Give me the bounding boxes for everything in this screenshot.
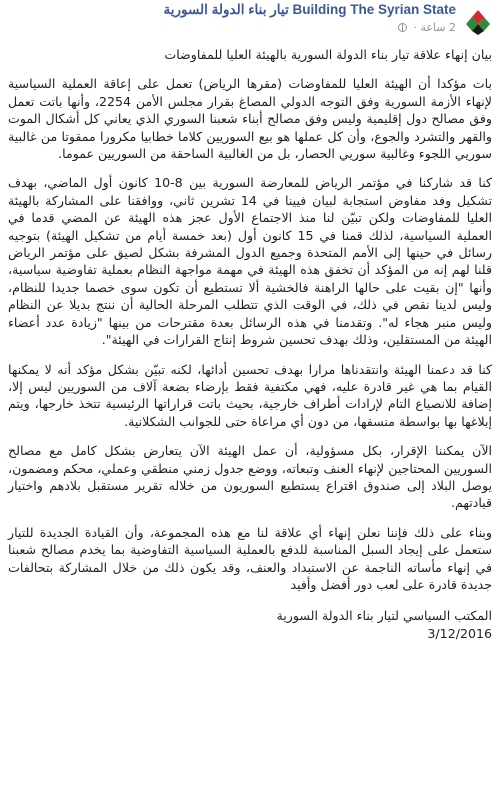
post-paragraph-1: بات مؤكدا أن الهيئة العليا للمفاوضات (مقرها الرياض) تعمل على إعاقة العملية السياسية لإنهاء الأزمة السورية وفق التوجه الدولي المصاغ بقرار مجلس الأمن 2254، وأنها باتت تعمل وفق مصالح دول إقليمية وليس وفق مصالح أبناء شعبنا السوري الذي يعاني كل أشكال الموت والقهر والتشرد والجوع، وأن كل عملها هو بيع السوريين كلاما خطابيا مكرورا ممقوتا من غالبية سوريي اللجوء وغالبية سوريي الحصار، بل من الغالبية الساحقة من السوريين عموما.	[8, 76, 492, 162]
post-signature: المكتب السياسي لتيار بناء الدولة السورية	[276, 608, 492, 624]
post-body	[0, 44, 500, 804]
post-headline: بيان إنهاء علاقة تيار بناء الدولة السورية بالهيئة العليا للمفاوضات	[164, 47, 492, 62]
post-meta	[398, 21, 456, 34]
syrian-state-logo-icon-graphic	[462, 4, 494, 36]
syrian-state-logo-icon[interactable]	[462, 4, 494, 36]
post-header	[0, 0, 500, 40]
globe-icon	[398, 23, 407, 32]
post-paragraph-2: كنا قد شاركنا في مؤتمر الرياض للمعارضة السورية بين 8-10 كانون أول الماضي، بهدف تشكيل وفد مفاوض استجابة لبيان فيينا في 14 تشرين ثاني، ووافقنا على المشاركة بالهيئة العليا للمفاوضات ولكن تبيّن لنا منذ الاجتماع الأول عجز هذه الهيئة عن المضي قدما في العملية السياسية، لذلك قمنا في 15 كانون أول (بعد خمسة أيام من تشكيل الهيئة) بتوجيه رسائل في حينها إلى الأمم المتحدة وجميع الدول المشرفة بشكل لصيق على مؤتمر الرياض قلنا لهم إنه من المؤكد أن تخفق هذه الهيئة في مهمة مواجهة النظام بعملية تفاوضية سياسية، وأنها "إن بقيت على حالها الراهنة فالخشية ألا تستطيع أن تكون سوى خصما جديدا للنظام، وليس لدينا نقص في ذلك، في الوقت الذي تتطلب المرحلة الحالية أن ننتج بديلا عن النظام وليس منبر هجاء له". وتقدمنا في هذه الرسائل بعدة مقترحات من بينها "زيادة عدد أعضاء الهيئة من المستقلين، وذلك بهدف تحسين شروط إنتاج القرارات في الهيئة".	[8, 175, 492, 348]
post-paragraph-5: وبناء على ذلك فإننا نعلن إنهاء أي علاقة لنا مع هذه المجموعة، وأن القيادة الجديدة للتيار ستعمل على إيجاد السبل المناسبة للدفع بالعملية السياسية التفاوضية بما يخدم مصالح شعبنا في إنهاء مأساته الناجمة عن الاستبداد والعنف، وقد يكون ذلك من خلال المشاركة بتحالفات جديدة قادرة على لعب دور أفضل وأفيد	[8, 524, 492, 592]
post-paragraph-3: كنا قد دعمنا الهيئة وانتقدناها مرارا بهدف تحسين أدائها، لكنه تبيّن بشكل مؤكد أنه لا يمكنها القيام بما هي غير قادرة عليه، فهي مكتفية فقط بإرضاء بضعة آلاف من السوريين ليس إلا، إضافة للانصياع التام لإرادات أطراف خارجية، بحيث باتت قراراتها الرئيسية تتخذ خارجها، ويتم إبلاغها بها بواسطة منسقها، من دون أي مراعاة حتى للجوانب الشكلانية.	[8, 361, 492, 429]
post-date: 3/12/2016	[427, 625, 492, 641]
post-paragraph-4: الآن يمكننا الإقرار، بكل مسؤولية، أن عمل الهيئة الآن يتعارض بشكل كامل مع مصالح السوريين المحتاجين لإنهاء العنف وتبعاته، ووضع جدول زمني منطقي وعملي، محكم ومضمون، يوصل البلاد إلى صندوق اقتراع يستطيع السوريون من خلاله تقرير مستقبل بلادهم واختيار قيادتهم.	[8, 443, 492, 511]
page-title-link[interactable]: Building The Syrian State تيار بناء الدولة السورية	[163, 2, 456, 17]
post-timestamp[interactable]: 2 ساعة ·	[413, 21, 456, 34]
